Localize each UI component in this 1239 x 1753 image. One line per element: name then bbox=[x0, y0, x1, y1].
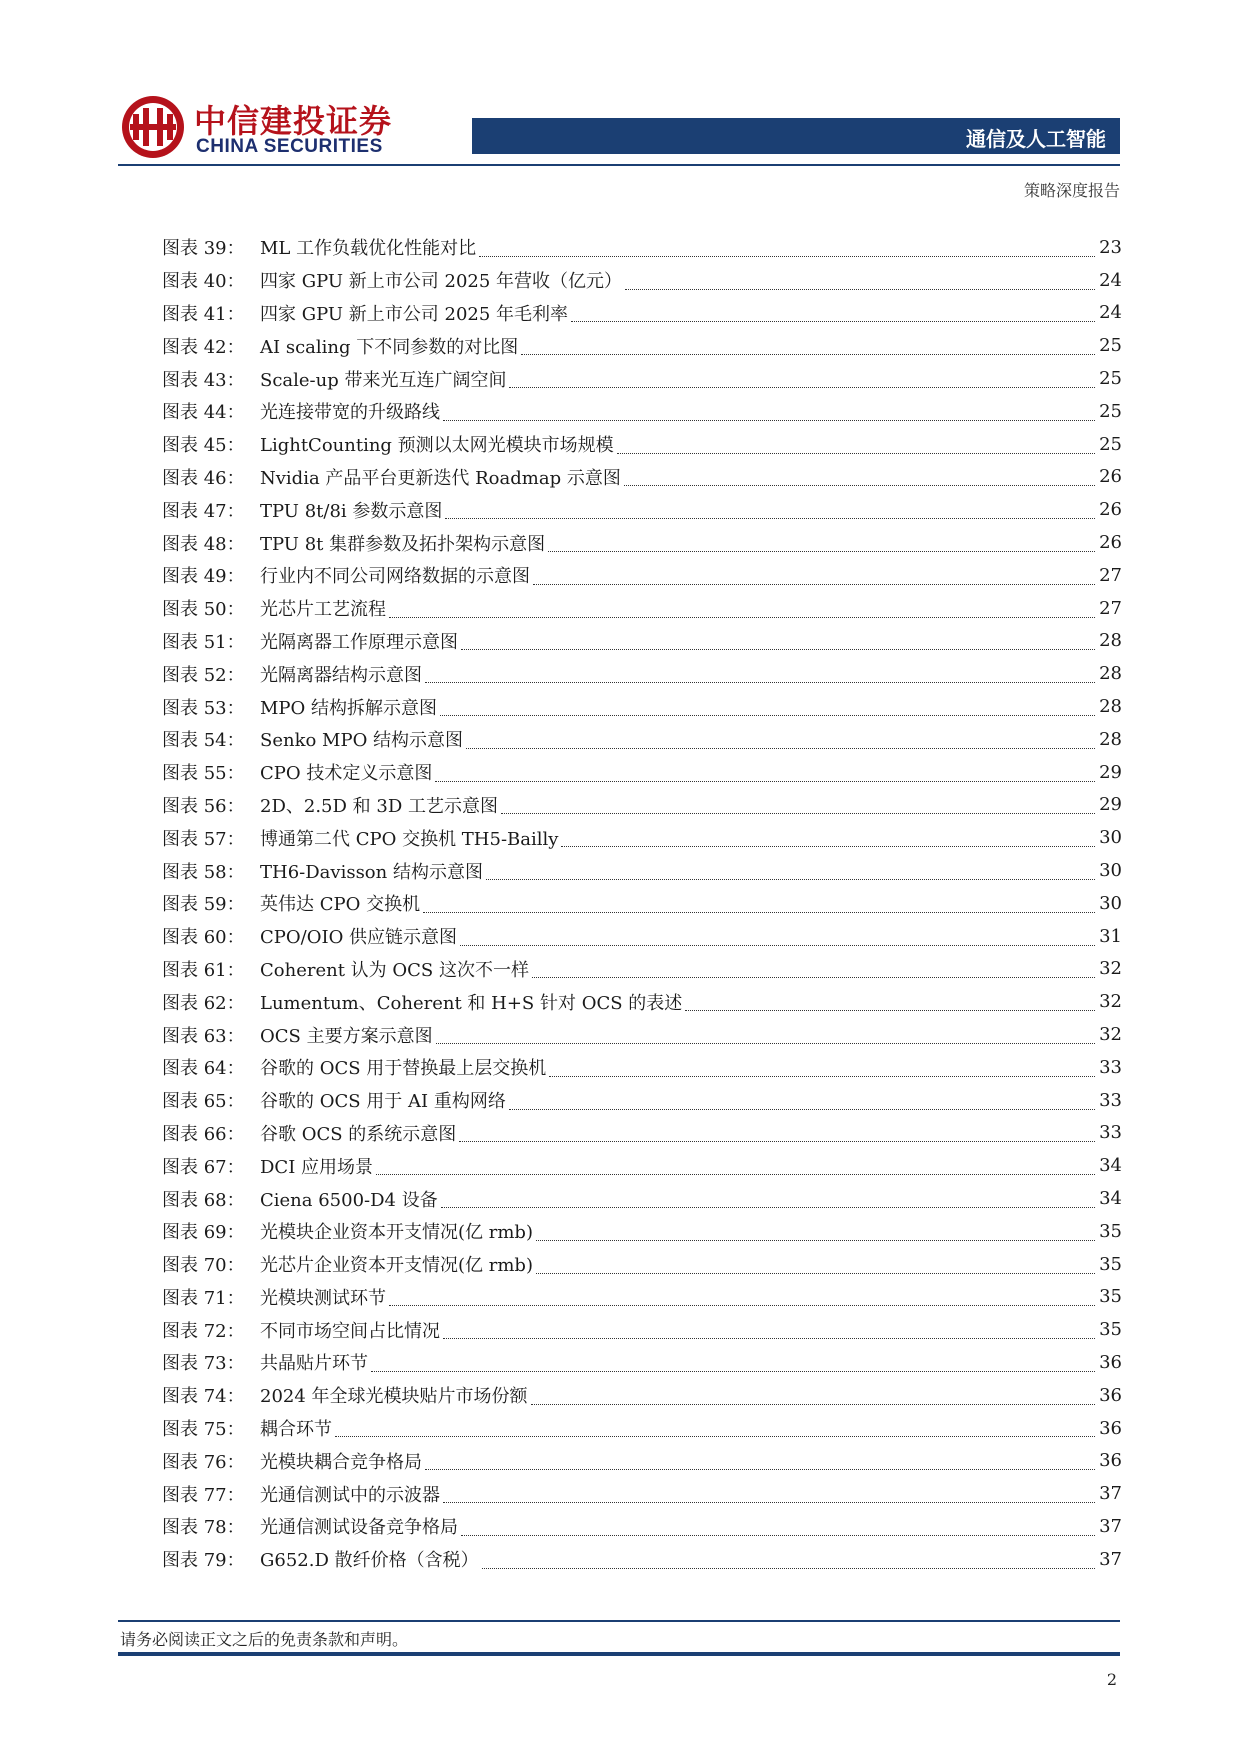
toc-dot-leader bbox=[532, 977, 1095, 978]
toc-entry-page: 36 bbox=[1099, 1417, 1122, 1439]
toc-entry[interactable] bbox=[162, 953, 1122, 986]
toc-entry-number: 图表 67： bbox=[162, 1156, 245, 1178]
toc-dot-leader bbox=[479, 256, 1095, 257]
toc-entry-number: 图表 44： bbox=[162, 402, 245, 424]
toc-entry-number: 图表 71： bbox=[162, 1287, 245, 1309]
toc-entry-number: 图表 53： bbox=[162, 697, 245, 719]
toc-entry-number: 图表 65： bbox=[162, 1091, 245, 1113]
toc-entry[interactable] bbox=[162, 1346, 1122, 1379]
toc-entry-number: 图表 69： bbox=[162, 1222, 245, 1244]
toc-entry-page: 37 bbox=[1099, 1548, 1122, 1570]
toc-entry-page: 26 bbox=[1099, 499, 1122, 521]
toc-entry-title: DCI 应用场景 bbox=[260, 1156, 374, 1178]
toc-entry[interactable] bbox=[162, 723, 1122, 756]
toc-entry-page: 28 bbox=[1099, 696, 1122, 718]
toc-dot-leader bbox=[501, 813, 1095, 814]
toc-entry-page: 25 bbox=[1099, 368, 1122, 390]
toc-entry[interactable] bbox=[162, 231, 1122, 264]
toc-dot-leader bbox=[443, 1502, 1095, 1503]
toc-entry-number: 图表 48： bbox=[162, 533, 245, 555]
toc-entry[interactable] bbox=[162, 985, 1122, 1018]
report-type-label: 策略深度报告 bbox=[1023, 181, 1120, 200]
toc-entry-title: 光隔离器工作原理示意图 bbox=[260, 631, 458, 653]
toc-entry[interactable] bbox=[162, 1543, 1122, 1576]
toc-entry[interactable] bbox=[162, 1444, 1122, 1477]
toc-entry-number: 图表 43： bbox=[162, 369, 245, 391]
toc-entry-number: 图表 62： bbox=[162, 992, 245, 1014]
toc-entry-number: 图表 42： bbox=[162, 336, 245, 358]
toc-entry-title: LightCounting 预测以太网光模块市场规模 bbox=[260, 435, 614, 457]
disclaimer-text: 请务必阅读正文之后的免责条款和声明。 bbox=[120, 1630, 409, 1649]
toc-entry[interactable] bbox=[162, 1477, 1122, 1510]
toc-entry-page: 33 bbox=[1099, 1122, 1122, 1144]
toc-entry-number: 图表 68： bbox=[162, 1189, 245, 1211]
toc-entry-number: 图表 46： bbox=[162, 467, 245, 489]
toc-entry-title: CPO/OIO 供应链示意图 bbox=[260, 927, 458, 949]
toc-entry-page: 25 bbox=[1099, 335, 1122, 357]
toc-entry-title: 2D、2.5D 和 3D 工艺示意图 bbox=[260, 795, 498, 817]
figure-list bbox=[162, 231, 1122, 1576]
toc-entry-page: 34 bbox=[1099, 1155, 1122, 1177]
toc-dot-leader bbox=[459, 1141, 1095, 1142]
toc-entry[interactable] bbox=[162, 1117, 1122, 1150]
toc-entry-title: Lumentum、Coherent 和 H+S 针对 OCS 的表述 bbox=[260, 992, 683, 1014]
toc-entry-page: 36 bbox=[1099, 1384, 1122, 1406]
toc-entry-title: 光通信测试设备竞争格局 bbox=[260, 1517, 458, 1539]
toc-entry[interactable] bbox=[162, 329, 1122, 362]
toc-entry-title: MPO 结构拆解示意图 bbox=[260, 697, 438, 719]
toc-dot-leader bbox=[533, 584, 1095, 585]
toc-entry-page: 35 bbox=[1099, 1319, 1122, 1341]
toc-dot-leader bbox=[461, 649, 1095, 650]
toc-entry[interactable] bbox=[162, 1182, 1122, 1215]
toc-entry[interactable] bbox=[162, 461, 1122, 494]
toc-entry-number: 图表 56： bbox=[162, 795, 245, 817]
toc-entry-number: 图表 60： bbox=[162, 927, 245, 949]
toc-dot-leader bbox=[571, 321, 1095, 322]
toc-dot-leader bbox=[536, 1240, 1095, 1241]
toc-entry[interactable] bbox=[162, 756, 1122, 789]
toc-entry[interactable] bbox=[162, 1379, 1122, 1412]
toc-dot-leader bbox=[509, 387, 1095, 388]
toc-entry-page: 30 bbox=[1099, 860, 1122, 882]
toc-dot-leader bbox=[436, 1043, 1095, 1044]
toc-entry[interactable] bbox=[162, 1149, 1122, 1182]
toc-entry-title: 谷歌 OCS 的系统示意图 bbox=[260, 1123, 457, 1145]
toc-entry-page: 29 bbox=[1099, 761, 1122, 783]
toc-entry-number: 图表 41： bbox=[162, 303, 245, 325]
toc-entry-page: 35 bbox=[1099, 1253, 1122, 1275]
toc-entry-title: Senko MPO 结构示意图 bbox=[260, 730, 464, 752]
section-title: 通信及人工智能 bbox=[966, 127, 1106, 151]
toc-entry-title: CPO 技术定义示意图 bbox=[260, 763, 433, 785]
toc-entry-number: 图表 47： bbox=[162, 500, 245, 522]
toc-entry-number: 图表 45： bbox=[162, 435, 245, 457]
toc-entry-page: 33 bbox=[1099, 1089, 1122, 1111]
toc-entry-title: TPU 8t 集群参数及拓扑架构示意图 bbox=[260, 533, 546, 555]
toc-entry-number: 图表 78： bbox=[162, 1517, 245, 1539]
toc-entry-page: 25 bbox=[1099, 433, 1122, 455]
toc-entry-number: 图表 74： bbox=[162, 1386, 245, 1408]
toc-entry-title: Nvidia 产品平台更新迭代 Roadmap 示意图 bbox=[260, 467, 621, 489]
toc-entry-page: 37 bbox=[1099, 1515, 1122, 1537]
toc-entry-title: 光模块企业资本开支情况(亿 rmb) bbox=[260, 1222, 533, 1244]
toc-entry-title: 光连接带宽的升级路线 bbox=[260, 402, 440, 424]
toc-entry-title: 共晶贴片环节 bbox=[260, 1353, 368, 1375]
toc-dot-leader bbox=[440, 715, 1095, 716]
toc-entry-page: 27 bbox=[1099, 564, 1122, 586]
toc-dot-leader bbox=[461, 1535, 1095, 1536]
toc-entry-title: 2024 年全球光模块贴片市场份额 bbox=[260, 1386, 528, 1408]
toc-dot-leader bbox=[389, 617, 1095, 618]
toc-entry-number: 图表 57： bbox=[162, 828, 245, 850]
toc-entry[interactable] bbox=[162, 592, 1122, 625]
toc-entry-number: 图表 40： bbox=[162, 271, 245, 293]
toc-dot-leader bbox=[548, 551, 1095, 552]
toc-entry[interactable] bbox=[162, 1215, 1122, 1248]
toc-entry-page: 25 bbox=[1099, 400, 1122, 422]
toc-dot-leader bbox=[486, 879, 1095, 880]
company-logo bbox=[120, 94, 480, 162]
toc-entry-title: AI scaling 下不同参数的对比图 bbox=[260, 336, 519, 358]
toc-entry-page: 30 bbox=[1099, 892, 1122, 914]
toc-entry-number: 图表 54： bbox=[162, 730, 245, 752]
toc-entry-number: 图表 59： bbox=[162, 894, 245, 916]
toc-entry-title: 谷歌的 OCS 用于 AI 重构网络 bbox=[260, 1091, 506, 1113]
toc-entry[interactable] bbox=[162, 493, 1122, 526]
toc-entry-page: 37 bbox=[1099, 1483, 1122, 1505]
toc-entry-page: 26 bbox=[1099, 466, 1122, 488]
toc-dot-leader bbox=[443, 1338, 1095, 1339]
toc-entry-title: 光芯片企业资本开支情况(亿 rmb) bbox=[260, 1255, 533, 1277]
toc-entry-number: 图表 77： bbox=[162, 1484, 245, 1506]
toc-entry-page: 31 bbox=[1099, 925, 1122, 947]
toc-dot-leader bbox=[425, 1469, 1095, 1470]
toc-entry-number: 图表 70： bbox=[162, 1255, 245, 1277]
toc-entry-number: 图表 75： bbox=[162, 1419, 245, 1441]
toc-entry-title: OCS 主要方案示意图 bbox=[260, 1025, 433, 1047]
toc-dot-leader bbox=[685, 1010, 1095, 1011]
toc-dot-leader bbox=[435, 781, 1095, 782]
toc-entry[interactable] bbox=[162, 559, 1122, 592]
header-divider bbox=[118, 164, 1120, 166]
logo-english-name: CHINA SECURITIES bbox=[196, 136, 383, 157]
toc-entry-number: 图表 63： bbox=[162, 1025, 245, 1047]
toc-entry-page: 36 bbox=[1099, 1351, 1122, 1373]
section-banner bbox=[472, 118, 1120, 154]
page-number: 2 bbox=[1106, 1670, 1117, 1689]
toc-entry-page: 24 bbox=[1099, 302, 1122, 324]
toc-entry-number: 图表 72： bbox=[162, 1320, 245, 1342]
toc-dot-leader bbox=[536, 1273, 1095, 1274]
toc-dot-leader bbox=[376, 1174, 1095, 1175]
toc-entry-number: 图表 76： bbox=[162, 1451, 245, 1473]
toc-entry[interactable] bbox=[162, 887, 1122, 920]
toc-entry-number: 图表 49： bbox=[162, 566, 245, 588]
toc-entry-title: TPU 8t/8i 参数示意图 bbox=[260, 500, 443, 522]
footer-divider bbox=[118, 1620, 1120, 1622]
toc-dot-leader bbox=[624, 485, 1095, 486]
toc-entry-title: 行业内不同公司网络数据的示意图 bbox=[260, 566, 530, 588]
toc-entry-page: 35 bbox=[1099, 1286, 1122, 1308]
toc-dot-leader bbox=[466, 748, 1095, 749]
toc-entry-number: 图表 39： bbox=[162, 238, 245, 260]
toc-entry[interactable] bbox=[162, 1412, 1122, 1445]
toc-entry[interactable] bbox=[162, 625, 1122, 658]
toc-entry-number: 图表 66： bbox=[162, 1123, 245, 1145]
toc-entry-page: 35 bbox=[1099, 1220, 1122, 1242]
china-securities-logo-icon bbox=[120, 94, 186, 160]
toc-dot-leader bbox=[625, 289, 1095, 290]
toc-entry[interactable] bbox=[162, 395, 1122, 428]
toc-entry[interactable] bbox=[162, 920, 1122, 953]
toc-entry-number: 图表 73： bbox=[162, 1353, 245, 1375]
toc-entry-title: 四家 GPU 新上市公司 2025 年毛利率 bbox=[260, 303, 569, 325]
toc-entry-page: 29 bbox=[1099, 794, 1122, 816]
toc-dot-leader bbox=[445, 518, 1095, 519]
toc-entry[interactable] bbox=[162, 854, 1122, 887]
toc-entry[interactable] bbox=[162, 428, 1122, 461]
toc-entry-page: 32 bbox=[1099, 1024, 1122, 1046]
toc-dot-leader bbox=[561, 846, 1095, 847]
toc-entry[interactable] bbox=[162, 1084, 1122, 1117]
toc-entry-title: 光芯片工艺流程 bbox=[260, 599, 386, 621]
toc-dot-leader bbox=[531, 1404, 1095, 1405]
toc-entry[interactable] bbox=[162, 526, 1122, 559]
toc-entry-title: ML 工作负载优化性能对比 bbox=[260, 238, 477, 260]
toc-entry[interactable] bbox=[162, 1510, 1122, 1543]
toc-entry[interactable] bbox=[162, 362, 1122, 395]
toc-dot-leader bbox=[425, 682, 1095, 683]
toc-entry-title: 不同市场空间占比情况 bbox=[260, 1320, 440, 1342]
toc-entry[interactable] bbox=[162, 821, 1122, 854]
logo-chinese-name: 中信建投证券 bbox=[194, 102, 393, 140]
toc-dot-leader bbox=[521, 354, 1095, 355]
toc-entry-title: 耦合环节 bbox=[260, 1419, 332, 1441]
toc-entry-number: 图表 52： bbox=[162, 664, 245, 686]
toc-entry[interactable] bbox=[162, 1051, 1122, 1084]
toc-entry-title: G652.D 散纤价格（含税） bbox=[260, 1550, 479, 1572]
toc-dot-leader bbox=[482, 1568, 1095, 1569]
toc-entry-number: 图表 58： bbox=[162, 861, 245, 883]
toc-entry-page: 36 bbox=[1099, 1450, 1122, 1472]
toc-dot-leader bbox=[389, 1305, 1095, 1306]
toc-entry-page: 33 bbox=[1099, 1056, 1122, 1078]
toc-entry-page: 27 bbox=[1099, 597, 1122, 619]
toc-dot-leader bbox=[335, 1436, 1095, 1437]
toc-entry-title: 光模块耦合竞争格局 bbox=[260, 1451, 422, 1473]
toc-entry-title: Ciena 6500-D4 设备 bbox=[260, 1189, 438, 1211]
toc-entry[interactable] bbox=[162, 264, 1122, 297]
toc-entry-title: 四家 GPU 新上市公司 2025 年营收（亿元） bbox=[260, 271, 623, 293]
toc-dot-leader bbox=[509, 1109, 1095, 1110]
toc-entry-title: 光隔离器结构示意图 bbox=[260, 664, 422, 686]
toc-entry[interactable] bbox=[162, 1248, 1122, 1281]
toc-dot-leader bbox=[441, 1207, 1095, 1208]
toc-entry[interactable] bbox=[162, 1281, 1122, 1314]
footer-bottom-rule bbox=[118, 1652, 1120, 1656]
toc-entry-page: 32 bbox=[1099, 958, 1122, 980]
toc-entry-title: 光模块测试环节 bbox=[260, 1287, 386, 1309]
toc-entry[interactable] bbox=[162, 690, 1122, 723]
toc-entry-page: 32 bbox=[1099, 991, 1122, 1013]
toc-entry[interactable] bbox=[162, 1018, 1122, 1051]
toc-dot-leader bbox=[617, 453, 1095, 454]
toc-entry-page: 23 bbox=[1099, 236, 1122, 258]
toc-entry[interactable] bbox=[162, 1313, 1122, 1346]
toc-dot-leader bbox=[423, 912, 1095, 913]
toc-entry[interactable] bbox=[162, 297, 1122, 330]
toc-entry-page: 24 bbox=[1099, 269, 1122, 291]
toc-dot-leader bbox=[443, 420, 1095, 421]
toc-entry-page: 34 bbox=[1099, 1188, 1122, 1209]
toc-entry-title: 谷歌的 OCS 用于替换最上层交换机 bbox=[260, 1058, 547, 1080]
toc-entry[interactable] bbox=[162, 789, 1122, 822]
toc-entry-page: 26 bbox=[1099, 532, 1122, 554]
toc-entry[interactable] bbox=[162, 657, 1122, 690]
toc-entry-number: 图表 51： bbox=[162, 631, 245, 653]
toc-entry-title: Coherent 认为 OCS 这次不一样 bbox=[260, 959, 529, 981]
toc-entry-page: 28 bbox=[1099, 663, 1122, 685]
toc-entry-title: 博通第二代 CPO 交换机 TH5-Bailly bbox=[260, 828, 559, 850]
toc-entry-number: 图表 50： bbox=[162, 599, 245, 621]
toc-dot-leader bbox=[371, 1371, 1095, 1372]
toc-entry-title: TH6-Davisson 结构示意图 bbox=[260, 861, 483, 883]
toc-entry-number: 图表 64： bbox=[162, 1058, 245, 1080]
toc-entry-number: 图表 79： bbox=[162, 1550, 245, 1572]
toc-entry-title: 英伟达 CPO 交换机 bbox=[260, 894, 421, 916]
toc-entry-page: 28 bbox=[1099, 728, 1122, 750]
toc-dot-leader bbox=[549, 1076, 1095, 1077]
toc-entry-number: 图表 61： bbox=[162, 959, 245, 981]
toc-entry-page: 30 bbox=[1099, 827, 1122, 849]
toc-entry-number: 图表 55： bbox=[162, 763, 245, 785]
toc-entry-page: 28 bbox=[1099, 630, 1122, 652]
toc-dot-leader bbox=[460, 945, 1095, 946]
toc-entry-title: 光通信测试中的示波器 bbox=[260, 1484, 440, 1506]
toc-entry-title: Scale-up 带来光互连广阔空间 bbox=[260, 369, 507, 391]
